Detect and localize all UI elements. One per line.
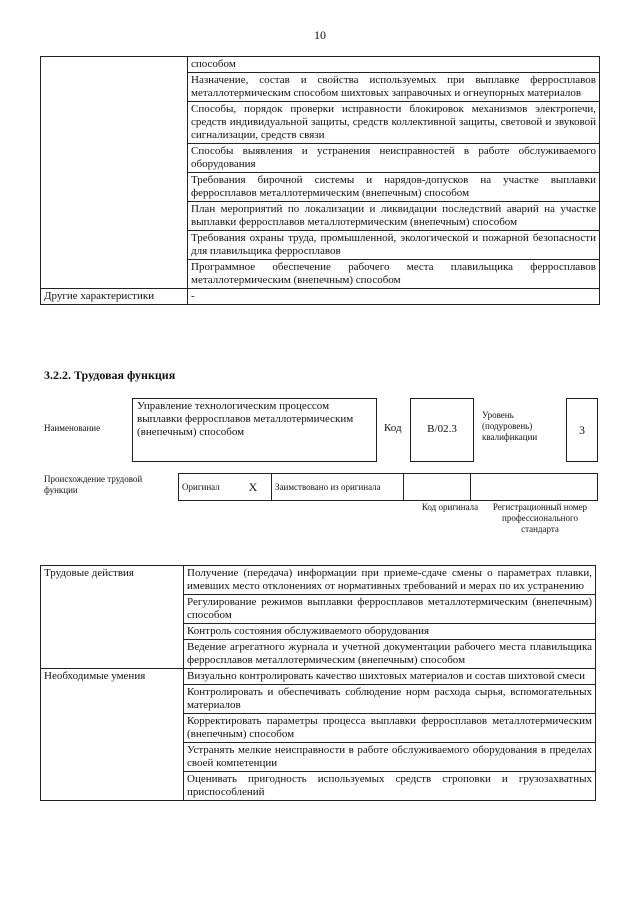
row-label: Другие характеристики bbox=[41, 289, 188, 305]
name-label: Наименование bbox=[44, 423, 101, 433]
table-cell: Требования охраны труда, промышленной, экологической и пожарной безопасности для плавильщика ферросплавов bbox=[188, 231, 600, 260]
table-cell: Контролировать и обеспечивать соблюдение норм расхода сырья, вспомогательных материалов bbox=[184, 685, 596, 714]
table-cell: Контроль состояния обслуживаемого оборудования bbox=[184, 624, 596, 640]
level-label: Уровень (подуровень) квалификации bbox=[482, 410, 538, 442]
row-label: Необходимые умения bbox=[41, 669, 184, 801]
table-cell: Оценивать пригодность используемых средств строповки и грузозахватных приспособлений bbox=[184, 772, 596, 801]
section-heading: 3.2.2. Трудовая функция bbox=[44, 368, 176, 382]
original-label: Оригинал bbox=[179, 474, 236, 501]
table-cell: способом bbox=[188, 57, 600, 73]
knowledge-table bbox=[40, 56, 600, 305]
borrowed-label: Заимствовано из оригинала bbox=[272, 474, 404, 501]
row-label: Трудовые действия bbox=[41, 566, 184, 669]
original-mark: X bbox=[235, 474, 272, 501]
table-cell: Требования бирочной системы и нарядов-допусков на участке выплавки ферросплавов металлотермическим (внепечным) способом bbox=[188, 173, 600, 202]
page-number: 10 bbox=[314, 28, 326, 42]
table-cell: Корректировать параметры процесса выплавки ферросплавов металлотермическим (внепечным) способом bbox=[184, 714, 596, 743]
table-cell: Способы выявления и устранения неисправностей в работе обслуживаемого оборудования bbox=[188, 144, 600, 173]
table-cell: Получение (передача) информации при приеме-сдаче смены о параметрах плавки, имевших место отклонениях от нормативных требований и мерах по их устранению bbox=[184, 566, 596, 595]
table-cell: Визуально контролировать качество шихтовых материалов и состав шихтовой смеси bbox=[184, 669, 596, 685]
table-cell: План мероприятий по локализации и ликвидации последствий аварий на участке выплавки ферросплавов металлотермическим (внепечным) способом bbox=[188, 202, 600, 231]
registration-caption: Регистрационный номер профессионального стандарта bbox=[492, 502, 588, 534]
table-cell: - bbox=[188, 289, 600, 305]
code-label: Код bbox=[384, 422, 402, 434]
table-row bbox=[41, 669, 596, 685]
original-code-cell bbox=[404, 474, 471, 501]
qualification-level: 3 bbox=[566, 398, 598, 462]
code-caption: Код оригинала bbox=[421, 502, 479, 512]
function-code: B/02.3 bbox=[410, 398, 474, 462]
registration-number-cell bbox=[471, 474, 598, 501]
table-row bbox=[41, 566, 596, 595]
function-name: Управление технологическим процессом выплавки ферросплавов металлотермическим (внепечным) способом bbox=[132, 398, 377, 462]
table-cell: Регулирование режимов выплавки ферросплавов металлотермическим (внепечным) способом bbox=[184, 595, 596, 624]
table-cell: Программное обеспечение рабочего места плавильщика ферросплавов металлотермическим (внепечным) способом bbox=[188, 260, 600, 289]
row-label bbox=[41, 57, 188, 289]
origin-label: Происхождение трудовой функции bbox=[44, 474, 143, 495]
origin-table bbox=[178, 473, 598, 501]
table-row bbox=[41, 289, 600, 305]
table-row bbox=[41, 57, 600, 73]
actions-table bbox=[40, 565, 596, 801]
table-row bbox=[179, 474, 598, 501]
table-cell: Устранять мелкие неисправности в работе обслуживаемого оборудования в пределах своей компетенции bbox=[184, 743, 596, 772]
table-cell: Ведение агрегатного журнала и учетной документации рабочего места плавильщика ферросплавов металлотермическим (внепечным) способом bbox=[184, 640, 596, 669]
table-cell: Назначение, состав и свойства используемых при выплавке ферросплавов металлотермическим способом шихтовых заправочных и огнеупорных материалов bbox=[188, 73, 600, 102]
table-cell: Способы, порядок проверки исправности блокировок механизмов электропечи, средств индивидуальной защиты, средств коллективной защиты, световой и звуковой сигнализации, средств связи bbox=[188, 102, 600, 144]
